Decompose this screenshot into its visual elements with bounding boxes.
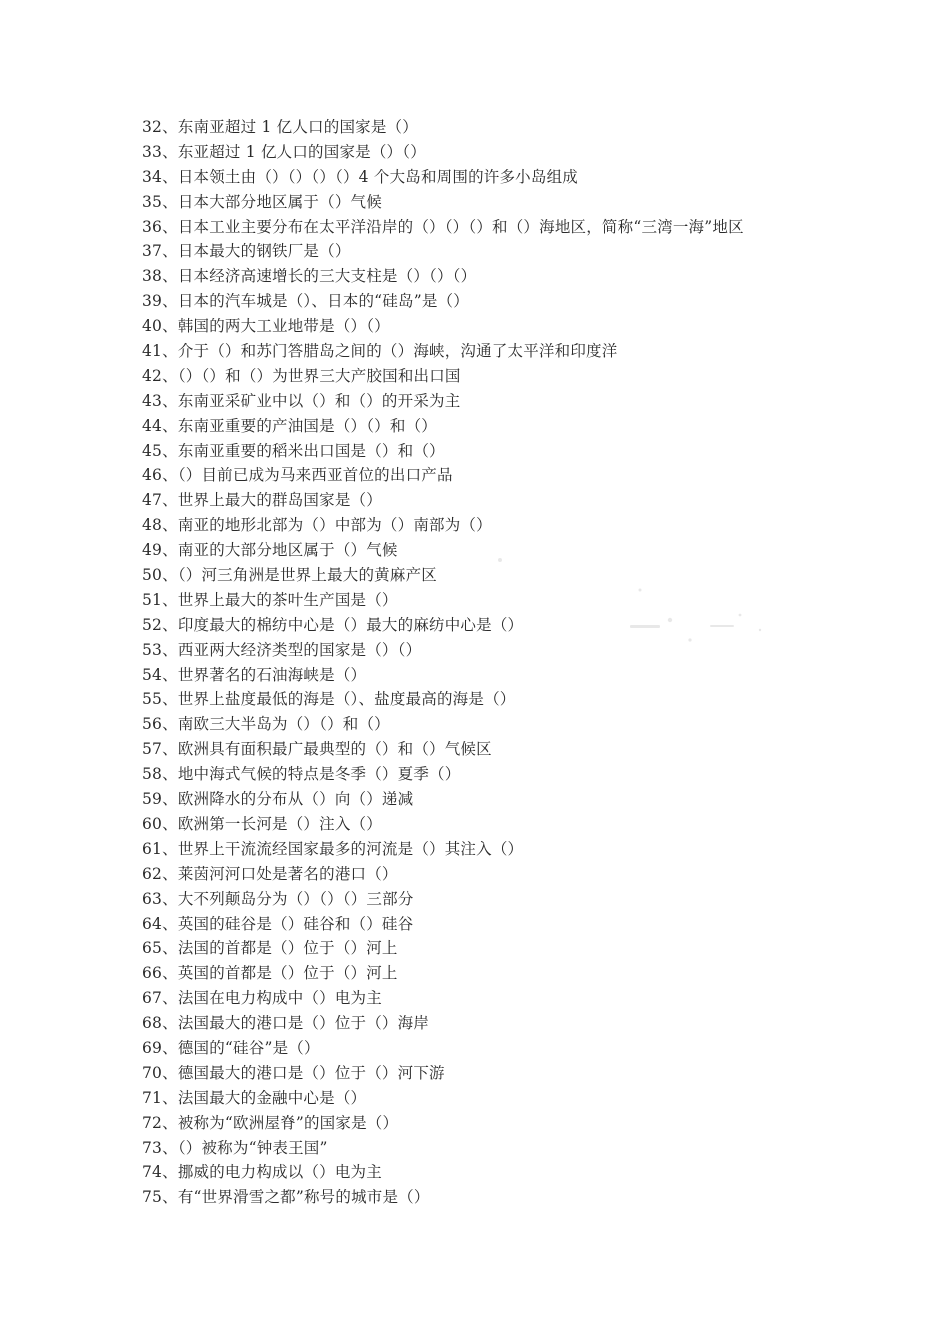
question-item: 60、欧洲第一长河是（）注入（） xyxy=(142,814,382,833)
question-item: 63、大不列颠岛分为（）（）（）三部分 xyxy=(142,889,414,908)
question-item: 72、被称为“欧洲屋脊”的国家是（） xyxy=(142,1113,399,1132)
question-item: 43、东南亚采矿业中以（）和（）的开采为主 xyxy=(142,391,461,410)
question-item: 75、有“世界滑雪之都”称号的城市是（） xyxy=(142,1188,430,1207)
question-item: 37、日本最大的钢铁厂是（） xyxy=(142,242,351,261)
question-item: 46、（）目前已成为马来西亚首位的出口产品 xyxy=(142,466,453,485)
question-item: 62、莱茵河河口处是著名的港口（） xyxy=(142,864,398,883)
question-item: 55、世界上盐度最低的海是（）、盐度最高的海是（） xyxy=(142,690,516,709)
question-item: 71、法国最大的金融中心是（） xyxy=(142,1088,367,1107)
question-item: 67、法国在电力构成中（）电为主 xyxy=(142,989,382,1008)
question-item: 50、（）河三角洲是世界上最大的黄麻产区 xyxy=(142,566,437,585)
question-item: 32、东南亚超过 1 亿人口的国家是（） xyxy=(142,118,418,136)
question-item: 39、日本的汽车城是（）、日本的“硅岛”是（） xyxy=(142,292,469,311)
question-item: 57、欧洲具有面积最广最典型的（）和（）气候区 xyxy=(142,740,492,759)
question-item: 68、法国最大的港口是（）位于（）海岸 xyxy=(142,1014,430,1033)
question-item: 54、世界著名的石油海峡是（） xyxy=(142,665,367,684)
question-item: 44、东南亚重要的产油国是（）（）和（） xyxy=(142,416,437,435)
question-item: 69、德国的“硅谷”是（） xyxy=(142,1038,320,1057)
question-item: 33、东亚超过 1 亿人口的国家是（）（） xyxy=(142,142,426,161)
question-item: 34、日本领土由（）（）（）（）4 个大岛和周围的许多小岛组成 xyxy=(142,167,578,186)
question-item: 41、介于（）和苏门答腊岛之间的（）海峡，沟通了太平洋和印度洋 xyxy=(142,342,618,361)
question-item: 52、印度最大的棉纺中心是（）最大的麻纺中心是（） xyxy=(142,615,524,634)
question-item: 36、日本工业主要分布在太平洋沿岸的（）（）（）和（）海地区，简称“三湾一海”地区 xyxy=(142,217,744,236)
question-item: 47、世界上最大的群岛国家是（） xyxy=(142,491,382,510)
question-item: 56、南欧三大半岛为（）（）和（） xyxy=(142,715,390,734)
question-item: 64、英国的硅谷是（）硅谷和（）硅谷 xyxy=(142,914,414,933)
question-item: 73、（）被称为“钟表王国” xyxy=(142,1138,328,1157)
question-item: 45、东南亚重要的稻米出口国是（）和（） xyxy=(142,441,445,460)
question-item: 42、（）（）和（）为世界三大产胶国和出口国 xyxy=(142,366,461,385)
question-item: 70、德国最大的港口是（）位于（）河下游 xyxy=(142,1063,445,1082)
question-item: 49、南亚的大部分地区属于（）气候 xyxy=(142,541,398,560)
question-item: 38、日本经济高速增长的三大支柱是（）（）（） xyxy=(142,267,477,286)
question-item: 59、欧洲降水的分布从（）向（）递减 xyxy=(142,790,414,809)
question-item: 66、英国的首都是（）位于（）河上 xyxy=(142,964,398,983)
question-item: 58、地中海式气候的特点是冬季（）夏季（） xyxy=(142,765,461,784)
question-item: 48、南亚的地形北部为（）中部为（）南部为（） xyxy=(142,516,492,535)
question-item: 51、世界上最大的茶叶生产国是（） xyxy=(142,590,398,609)
question-item: 65、法国的首都是（）位于（）河上 xyxy=(142,939,398,958)
question-item: 40、韩国的两大工业地带是（）（） xyxy=(142,317,390,336)
question-item: 53、西亚两大经济类型的国家是（）（） xyxy=(142,640,422,659)
question-item: 74、挪威的电力构成以（）电为主 xyxy=(142,1163,382,1182)
question-item: 35、日本大部分地区属于（）气候 xyxy=(142,192,382,211)
question-item: 61、世界上干流流经国家最多的河流是（）其注入（） xyxy=(142,839,524,858)
question-list xyxy=(142,115,922,1210)
